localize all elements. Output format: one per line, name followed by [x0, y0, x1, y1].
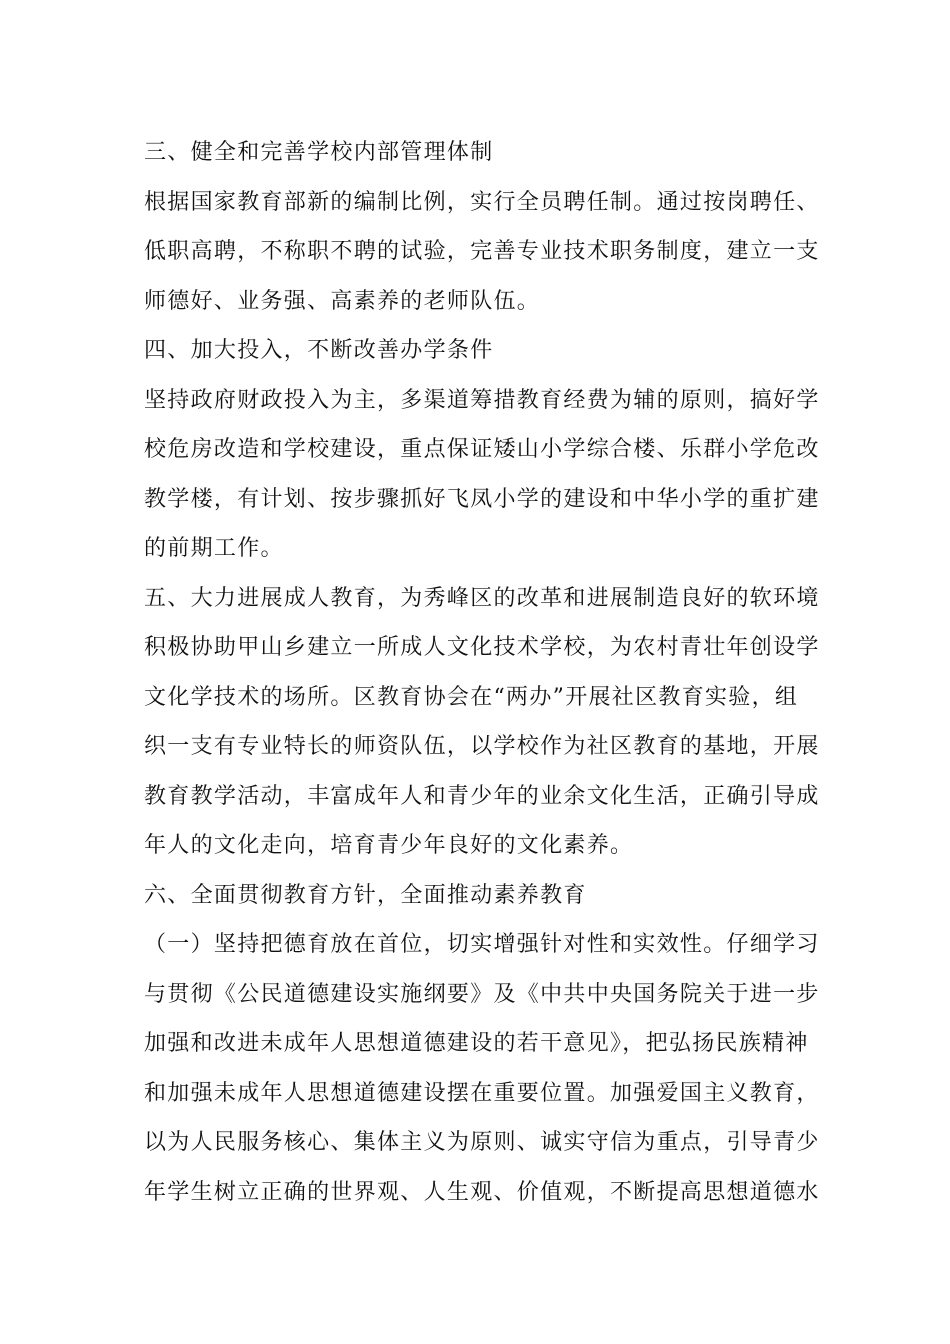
paragraph-line: 以为人民服务核心、集体主义为原则、诚实守信为重点，引导青少 [144, 1130, 820, 1155]
paragraph-line: 的前期工作。 [144, 536, 284, 561]
paragraph-line: 织一支有专业特长的师资队伍，以学校作为社区教育的基地，开展 [144, 734, 820, 759]
document-body [144, 128, 820, 1217]
paragraph-line: 师德好、业务强、高素养的老师队伍。 [144, 288, 541, 314]
paragraph-line: 和加强未成年人思想道德建设摆在重要位置。加强爱国主义教育， [144, 1080, 820, 1106]
paragraph-line: 教育教学活动，丰富成年人和青少年的业余文化生活，正确引导成 [144, 783, 820, 809]
paragraph-line: 年学生树立正确的世界观、人生观、价值观，不断提高思想道德水 [144, 1179, 820, 1205]
paragraph-line: 根据国家教育部新的编制比例，实行全员聘任制。通过按岗聘任、 [144, 189, 820, 215]
section-heading-3: 三、健全和完善学校内部管理体制 [144, 140, 494, 165]
paragraph-line: 与贯彻《公民道德建设实施纲要》及《中共中央国务院关于进一步 [144, 981, 820, 1007]
paragraph-line: 教学楼，有计划、按步骤抓好飞凤小学的建设和中华小学的重扩建 [144, 486, 820, 512]
section-heading-6: 六、全面贯彻教育方针，全面推动素养教育 [144, 882, 587, 908]
section-heading-5: 五、大力进展成人教育，为秀峰区的改革和进展制造良好的软环境 [144, 585, 820, 611]
paragraph-line: 年人的文化走向，培育青少年良好的文化素养。 [144, 833, 634, 858]
paragraph-line: 校危房改造和学校建设，重点保证矮山小学综合楼、乐群小学危改 [144, 437, 820, 462]
paragraph-line: （一）坚持把德育放在首位，切实增强针对性和实效性。仔细学习 [144, 932, 820, 957]
paragraph-line: 文化学技术的场所。区教育协会在“两办”开展社区教育实验，组 [144, 684, 799, 710]
section-heading-4: 四、加大投入，不断改善办学条件 [144, 338, 494, 363]
paragraph-line: 加强和改进未成年人思想道德建设的若干意见》，把弘扬民族精神 [144, 1031, 809, 1056]
paragraph-line: 积极协助甲山乡建立一所成人文化技术学校，为农村青壮年创设学 [144, 635, 820, 660]
paragraph-line: 坚持政府财政投入为主，多渠道筹措教育经费为辅的原则，搞好学 [144, 387, 820, 413]
paragraph-line: 低职高聘，不称职不聘的试验，完善专业技术职务制度，建立一支 [144, 239, 820, 264]
